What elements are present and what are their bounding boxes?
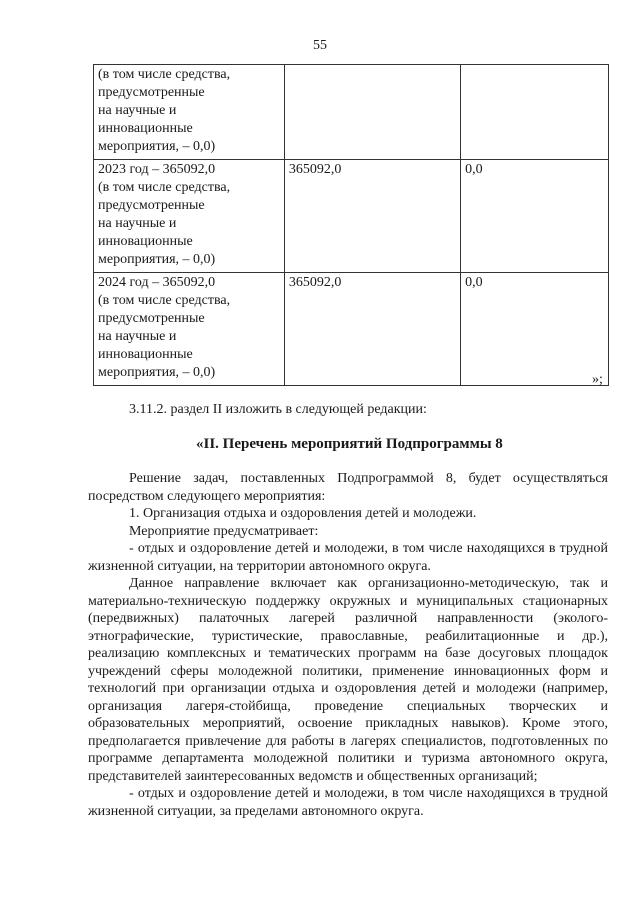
cell-line: инновационные	[98, 347, 193, 362]
paragraph-3: Мероприятие предусматривает:	[129, 523, 319, 539]
amount-cell: 365092,0	[284, 160, 460, 273]
subsection-instruction: 3.11.2. раздел II изложить в следующей редакции:	[129, 402, 427, 417]
paragraph-6: - отдых и оздоровление детей и молодежи, в том числе находящихся в трудной жизненной ситуации, за пределами автономного округа.	[88, 786, 608, 819]
year-funding-cell	[94, 65, 285, 160]
paragraph-4: - отдых и оздоровление детей и молодежи, в том числе находящихся в трудной жизненной ситуации, на территории автономного округа.	[88, 541, 608, 574]
cell-line: мероприятия, – 0,0)	[98, 139, 216, 154]
funding-table	[93, 64, 609, 386]
cell-line: (в том числе средства,	[98, 180, 231, 195]
table-row	[94, 273, 609, 386]
cell-line: на научные и	[98, 103, 177, 118]
cell-line: на научные и	[98, 216, 177, 231]
other-amount-cell	[461, 65, 609, 160]
body-text	[88, 470, 608, 820]
cell-line: предусмотренные	[98, 311, 205, 326]
table-row	[94, 65, 609, 160]
amount-cell	[284, 65, 460, 160]
paragraph-2: 1. Организация отдыха и оздоровления детей и молодежи.	[129, 506, 477, 521]
closing-quote-mark: »;	[592, 372, 603, 387]
cell-line: предусмотренные	[98, 198, 205, 213]
cell-line: мероприятия, – 0,0)	[98, 365, 216, 380]
cell-line: 2023 год – 365092,0	[98, 162, 216, 177]
year-funding-cell	[94, 273, 285, 386]
cell-line: (в том числе средства,	[98, 293, 231, 308]
cell-line: (в том числе средства,	[98, 67, 231, 82]
cell-line: предусмотренные	[98, 85, 205, 100]
cell-line: инновационные	[98, 234, 193, 249]
page-number: 55	[313, 38, 327, 53]
cell-line: на научные и	[98, 329, 177, 344]
other-amount-cell: 0,0	[461, 160, 609, 273]
amount-cell: 365092,0	[284, 273, 460, 386]
year-funding-cell	[94, 160, 285, 273]
cell-line: инновационные	[98, 121, 193, 136]
table-row	[94, 160, 609, 273]
cell-line: 2024 год – 365092,0	[98, 275, 216, 290]
cell-line: мероприятия, – 0,0)	[98, 252, 216, 267]
other-amount-cell: 0,0	[461, 273, 609, 386]
paragraph-5: Данное направление включает как организационно-методическую, так и материально-техническую поддержку окружных и муниципальных стационарных (передвижных) палаточных лагерей различной направленности (эколого-этнографические, туристические, православные, реабилитационные и др.), реализацию комплексных и тематических программ на базе досуговых площадок учреждений сферы молодежной политики, применение инновационных форм и технологий при организации отдыха и оздоровления детей и молодежи (например, организация лагеря-стойбища, проведение специальных творческих и образовательных мероприятий, освоение прикладных навыков). Кроме этого, предполагается привлечение для работы в лагерях специалистов, подготовленных по программе департамента молодежной политики и туризма автономного округа, представителей заинтересованных ведомств и общественных организаций;	[88, 576, 608, 784]
paragraph-1: Решение задач, поставленных Подпрограммой 8, будет осуществляться посредством следующего мероприятия:	[88, 471, 608, 504]
section-heading: «II. Перечень мероприятий Подпрограммы 8	[196, 436, 503, 452]
